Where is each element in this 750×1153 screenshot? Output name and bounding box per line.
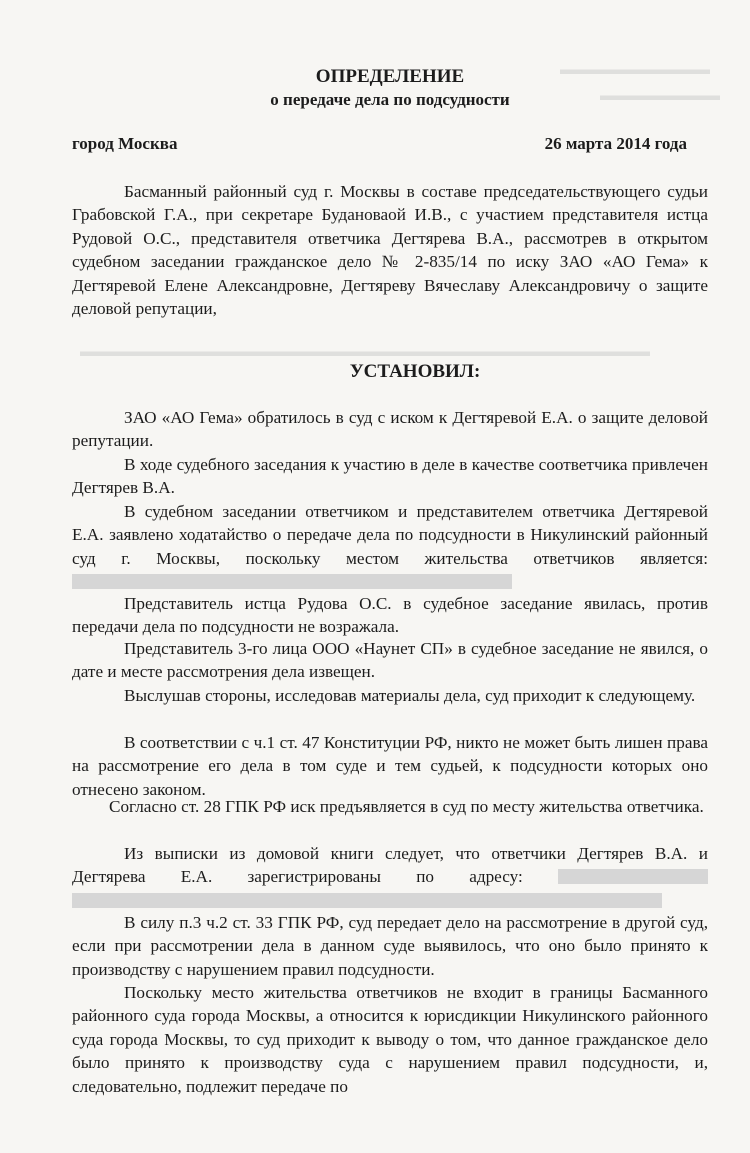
paragraph-9 bbox=[72, 842, 708, 912]
redacted-address bbox=[72, 574, 512, 589]
paragraph-4: Представитель истца Рудова О.С. в судебное заседание явилась, против передачи дела по подсудности не возражала. bbox=[72, 594, 708, 637]
document-date: 26 марта 2014 года bbox=[544, 134, 687, 153]
bleed-through-text: ▬▬▬▬▬▬▬▬ bbox=[600, 88, 720, 104]
paragraph-2: В ходе судебного заседания к участию в деле в качестве соответчика привлечен Дегтярев В.А. bbox=[72, 455, 708, 498]
paragraph-3-text: В судебном заседании ответчиком и представителем ответчика Дегтяревой Е.А. заявлено ходатайство о передаче дела по подсудности в Никулинский районный суд г. Москвы, поскольку местом жительства ответчиков является: bbox=[72, 502, 708, 568]
section-heading: УСТАНОВИЛ: bbox=[349, 361, 481, 382]
redacted-address-continued bbox=[72, 893, 662, 908]
paragraph-10: В силу п.3 ч.2 ст. 33 ГПК РФ, суд передает дело на рассмотрение в другой суд, если при рассмотрении дела в данном суде выявилось, что оно было принято к производству с нарушением правил подсудности. bbox=[72, 913, 708, 979]
paragraph-1: ЗАО «АО Гема» обратилось в суд с иском к Дегтяревой Е.А. о защите деловой репутации. bbox=[72, 408, 708, 451]
intro-paragraph: Басманный районный суд г. Москвы в составе председательствующего судьи Грабовской Г.А., при секретаре Будановаой И.В., с участием представителя истца Рудовой О.С., представителя ответчика Дегтярева В.А., рассмотрев в открытом судебном заседании гражданское дело № 2-835/14 по иску ЗАО «АО Гема» к Дегтяревой Елене Александровне, Дегтяреву Вячеславу Александровичу о защите деловой репутации, bbox=[72, 182, 708, 319]
bleed-through-text: ▬▬▬▬▬▬▬▬▬▬▬▬▬▬▬▬▬▬▬▬▬▬▬▬▬▬▬▬▬▬▬▬▬▬▬▬▬▬ bbox=[80, 344, 650, 360]
document-city: город Москва bbox=[72, 134, 178, 153]
document-subtitle: о передаче дела по подсудности bbox=[270, 90, 510, 109]
paragraph-5: Представитель 3-го лица ООО «Наунет СП» в судебное заседание не явился, о дате и месте рассмотрения дела извещен. bbox=[72, 639, 708, 682]
paragraph-8: Согласно ст. 28 ГПК РФ иск предъявляется в суд по месту жительства ответчика. bbox=[109, 797, 704, 816]
document-title: ОПРЕДЕЛЕНИЕ bbox=[315, 66, 465, 87]
paragraph-11: Поскольку место жительства ответчиков не входит в границы Басманного районного суда города Москвы, а относится к юрисдикции Никулинского районного суда города Москвы, то суд приходит к выводу о том, что данное гражданское дело было принято к производству суда с нарушением правил подсудности, и, следовательно, подлежит передаче по bbox=[72, 983, 708, 1096]
paragraph-7: В соответствии с ч.1 ст. 47 Конституции РФ, никто не может быть лишен права на рассмотрение его дела в том суде и тем судьей, к подсудности которых оно отнесено законом. bbox=[72, 733, 708, 799]
paragraph-6: Выслушав стороны, исследовав материалы дела, суд приходит к следующему. bbox=[124, 686, 696, 705]
paragraph-3 bbox=[72, 500, 708, 594]
redacted-address bbox=[558, 869, 708, 884]
paragraph-9-text: Из выписки из домовой книги следует, что ответчики Дегтярев В.А. и Дегтярева Е.А. зарегистрированы по адресу: bbox=[72, 844, 708, 887]
bleed-through-text: ▬▬▬▬▬▬▬▬▬▬ bbox=[560, 62, 710, 78]
